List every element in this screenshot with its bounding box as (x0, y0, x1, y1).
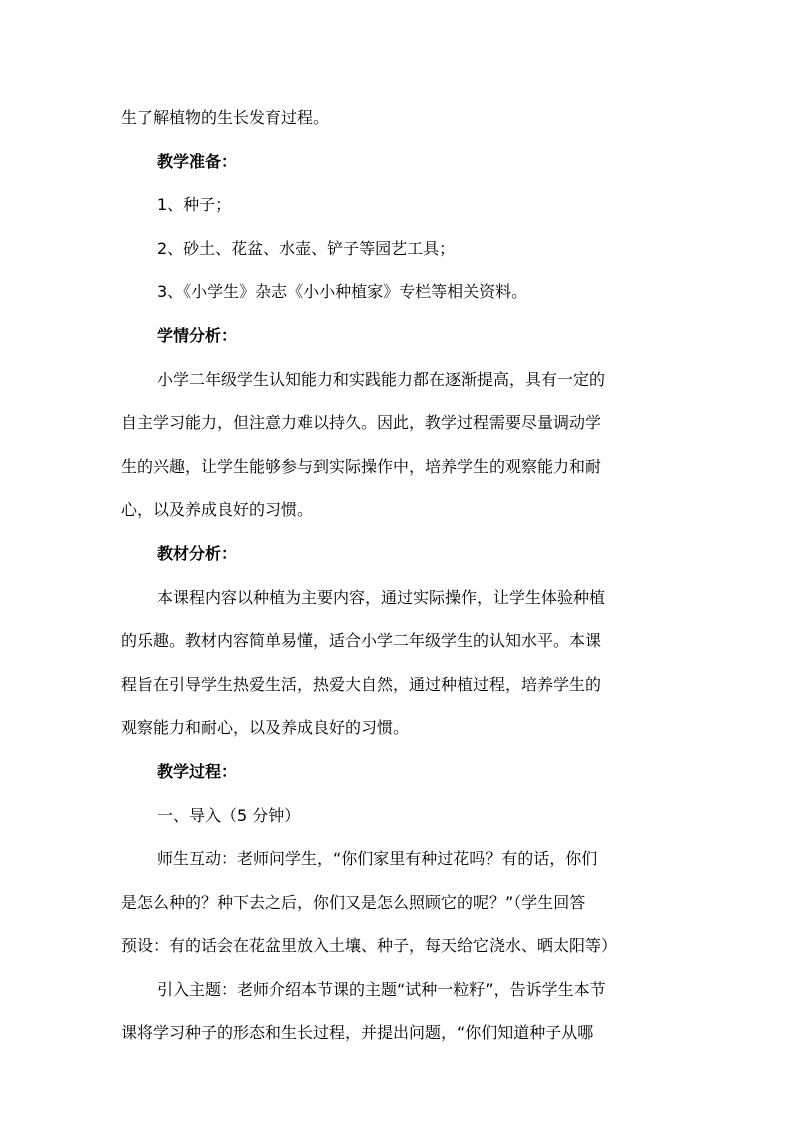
body-line: 师生互动：老师问学生，“你们家里有种过花吗？有的话，你们 (157, 849, 598, 869)
body-line: 预设：有的话会在花盆里放入土壤、种子，每天给它浇水、晒太阳等） (121, 936, 618, 956)
list-item: 1、种子； (157, 195, 232, 215)
body-line: 观察能力和耐心，以及养成良好的习惯。 (121, 718, 410, 738)
body-line: 生了解植物的生长发育过程。 (121, 108, 330, 127)
body-line: 自主学习能力，但注意力难以持久。因此，教学过程需要尽量调动学 (121, 413, 602, 433)
subsection-heading-introduction: 一、导入（5 分钟） (157, 805, 301, 825)
body-line: 课将学习种子的形态和生长过程，并提出问题，“你们知道种子从哪 (121, 1023, 594, 1043)
body-line: 程旨在引导学生热爱生活，热爱大自然，通过种植过程，培养学生的 (121, 674, 602, 694)
list-item: 3、《小学生》杂志《小小种植家》专栏等相关资料。 (157, 282, 528, 302)
document-body (121, 96, 677, 1055)
body-line: 的乐趣。教材内容简单易懂，适合小学二年级学生的认知水平。本课 (121, 631, 602, 651)
section-heading-learner-analysis: 学情分析： (157, 325, 238, 345)
body-line: 生的兴趣，让学生能够参与到实际操作中，培养学生的观察能力和耐 (121, 456, 602, 476)
body-line: 本课程内容以种植为主要内容，通过实际操作，让学生体验种植 (157, 587, 606, 607)
body-line: 小学二年级学生认知能力和实践能力都在逐渐提高，具有一定的 (157, 369, 606, 389)
body-line: 心，以及养成良好的习惯。 (121, 500, 314, 520)
body-line: 引入主题：老师介绍本节课的主题“试种一粒籽”，告诉学生本节 (157, 979, 606, 999)
section-heading-textbook-analysis: 教材分析： (157, 543, 238, 563)
list-item: 2、砂土、花盆、水壶、铲子等园艺工具； (157, 238, 456, 258)
section-heading-teaching-preparation: 教学准备： (157, 151, 238, 171)
body-line: 是怎么种的？种下去之后，你们又是怎么照顾它的呢？”（学生回答 (121, 892, 586, 912)
section-heading-teaching-process: 教学过程： (157, 761, 238, 781)
